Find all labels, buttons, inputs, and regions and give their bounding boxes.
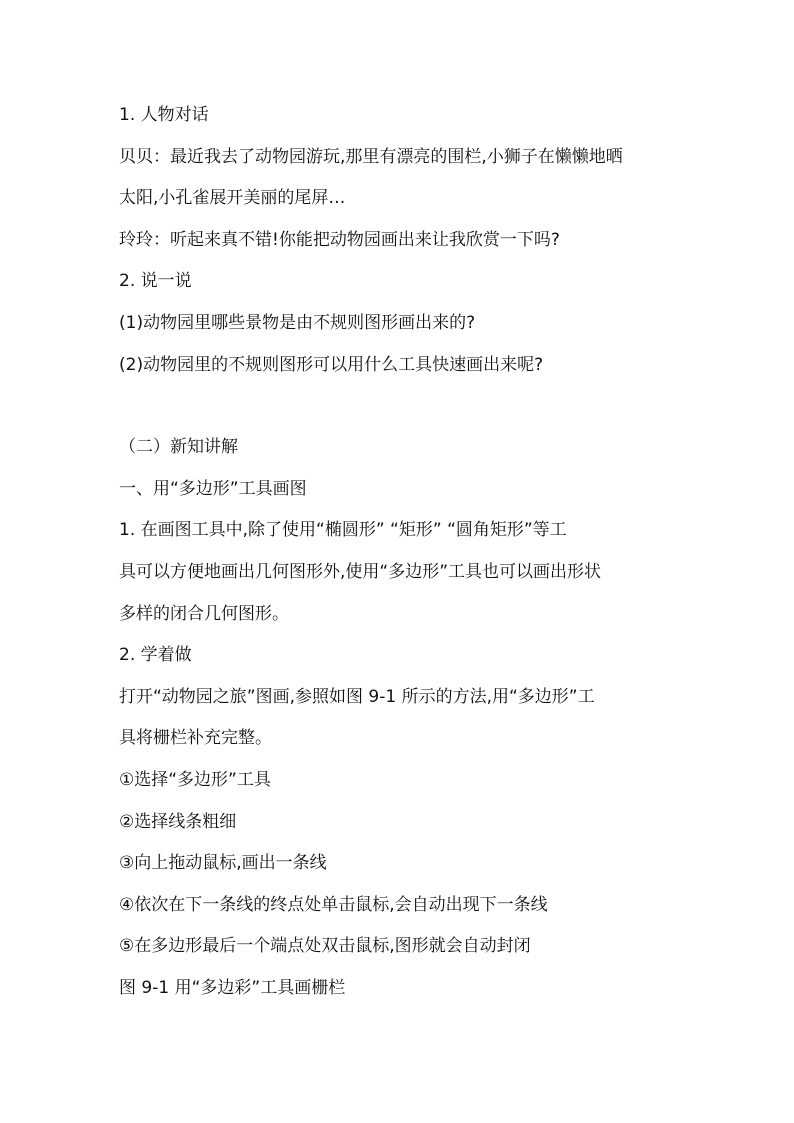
step-5: ⑤在多边形最后一个端点处双击鼠标,图形就会自动封闭	[119, 936, 531, 957]
step-2: ②选择线条粗细	[119, 811, 237, 832]
paragraph-1-line-3: 多样的闭合几何图形。	[119, 603, 289, 624]
dialog-heading: 1. 人物对话	[119, 105, 209, 125]
figure-caption: 图 9-1 用“多边彩”工具画栅栏	[119, 977, 346, 998]
discuss-question-1: (1)动物园里哪些景物是由不规则图形画出来的?	[119, 312, 476, 333]
discuss-heading: 2. 说一说	[119, 271, 192, 292]
learn-heading: 2. 学着做	[119, 645, 192, 666]
section-gap	[119, 395, 684, 436]
discuss-question-2: (2)动物园里的不规则图形可以用什么工具快速画出来呢?	[119, 354, 544, 375]
step-4: ④依次在下一条线的终点处单击鼠标,会自动出现下一条线	[119, 894, 548, 915]
paragraph-2-line-2: 具将栅栏补充完整。	[119, 728, 272, 749]
lingling-line: 玲玲：听起来真不错!你能把动物园画出来让我欣赏一下吗?	[119, 229, 560, 250]
document-body	[119, 104, 684, 1018]
polygon-tool-subheading: 一、用“多边形”工具画图	[119, 478, 307, 499]
paragraph-2-line-1: 打开“动物园之旅”图画,参照如图 9-1 所示的方法,用“多边形”工	[119, 686, 595, 707]
beibei-line-1: 贝贝：最近我去了动物园游玩,那里有漂亮的围栏,小狮子在懒懒地晒	[119, 146, 623, 167]
paragraph-1-line-2: 具可以方便地画出几何图形外,使用“多边形”工具也可以画出形状	[119, 561, 602, 582]
new-knowledge-heading: （二）新知讲解	[119, 437, 238, 458]
step-1: ①选择“多边形”工具	[119, 769, 271, 790]
paragraph-1-line-1: 1. 在画图工具中,除了使用“椭圆形” “矩形” “圆角矩形”等工	[119, 520, 567, 541]
beibei-line-2: 太阳,小孔雀展开美丽的尾屏…	[119, 188, 346, 209]
step-3: ③向上拖动鼠标,画出一条线	[119, 853, 327, 874]
